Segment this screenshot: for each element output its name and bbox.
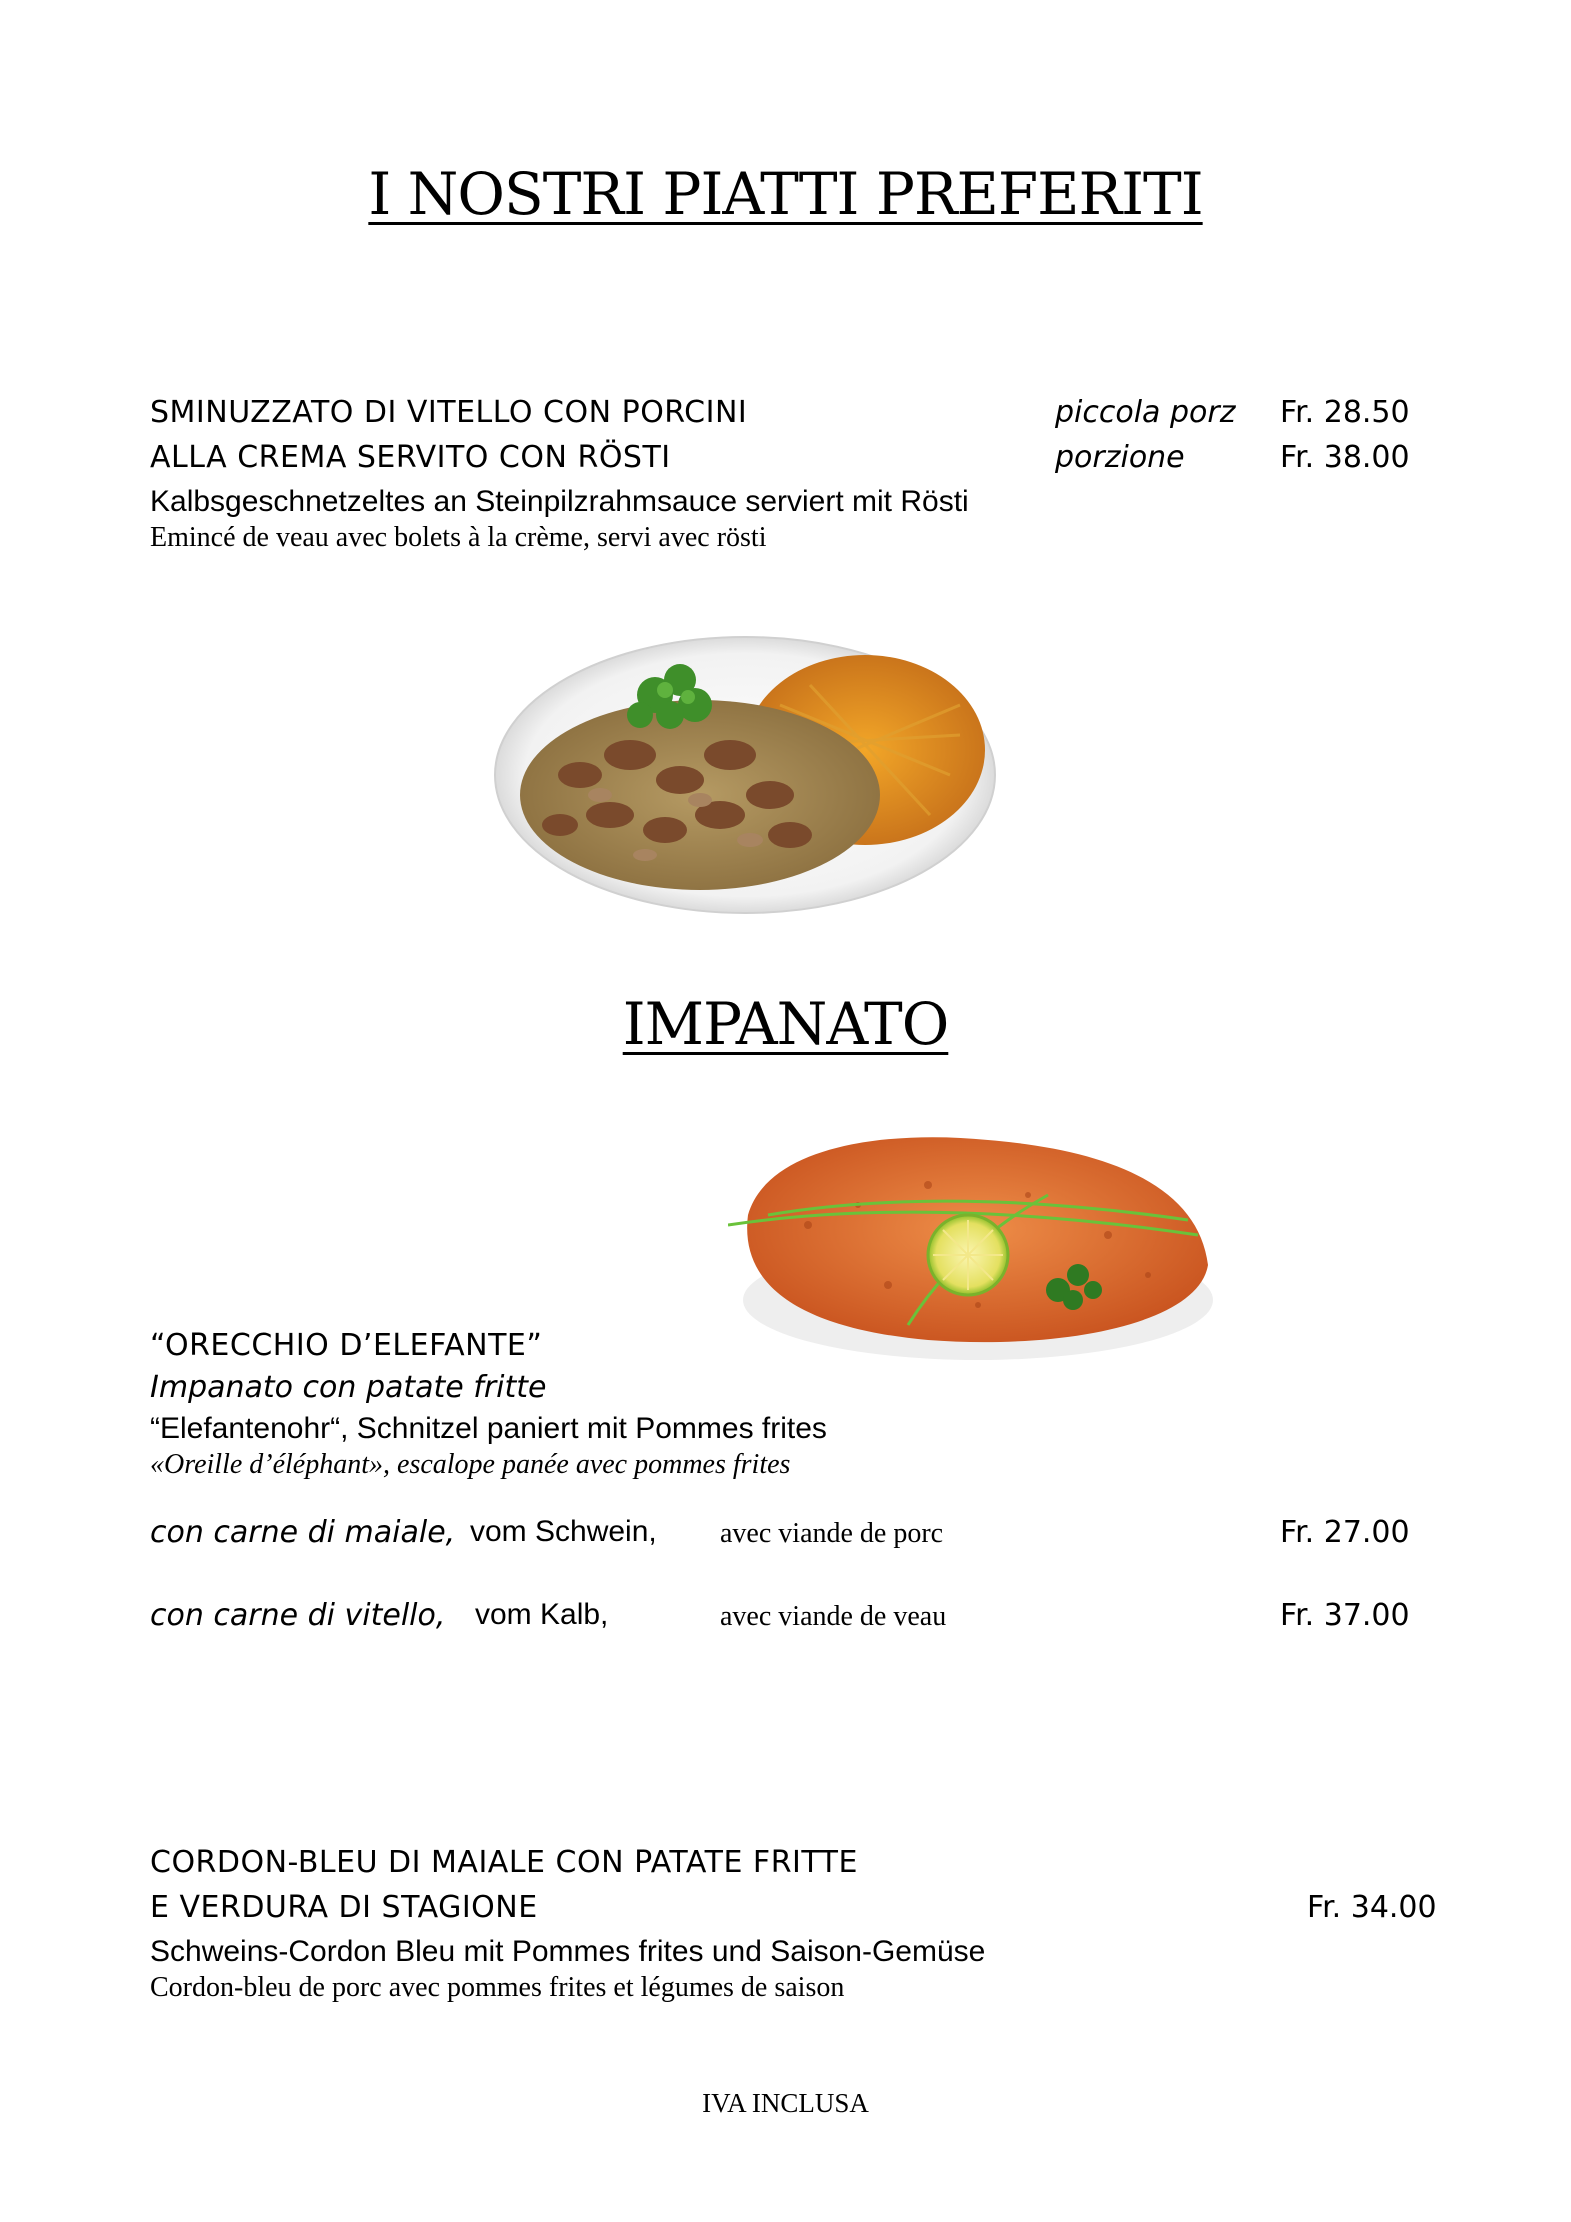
option-pork-fr: avec viande de porc [720,1518,944,1549]
dish1-name-line1: SMINUZZATO DI VITELLO CON PORCINI [150,395,748,430]
option-pork-price: Fr. 27.00 [1280,1515,1410,1550]
vat-note: IVA INCLUSA [702,2088,869,2118]
dish3-desc-de: Schweins-Cordon Bleu mit Pommes frites und Saison-Gemüse [150,1935,986,1968]
option-pork-it: con carne di maiale, [150,1515,456,1550]
option-pork-de: vom Schwein, [470,1515,657,1548]
option-veal-price: Fr. 37.00 [1280,1598,1410,1633]
dish3-desc-fr: Cordon-bleu de porc avec pommes frites et légumes de saison [150,1972,845,2003]
dish3-name-line1: CORDON-BLEU DI MAIALE CON PATATE FRITTE [150,1845,858,1880]
dish1-size-small: piccola porz [1055,395,1236,430]
dish2-desc-de: “Elefantenohr“, Schnitzel paniert mit Pommes frites [150,1412,827,1445]
section-title-impanato: IMPANATO [622,990,949,1058]
dish2-name-line1: “ORECCHIO D’ELEFANTE” [150,1328,543,1363]
dish1-size-full: porzione [1055,440,1185,475]
dish3-price: Fr. 34.00 [1307,1890,1437,1925]
veal-porcini-photo [490,625,1000,915]
dish2-desc-fr: «Oreille d’éléphant», escalope panée avec pommes frites [150,1449,791,1480]
dish3-name-line2: E VERDURA DI STAGIONE [150,1890,538,1925]
page-title: I NOSTRI PIATTI PREFERITI [368,160,1203,228]
dish1-name-line2: ALLA CREMA SERVITO CON RÖSTI [150,440,671,475]
dish1-price-full: Fr. 38.00 [1280,440,1410,475]
schnitzel-photo [728,1125,1218,1365]
dish2-name-line2: Impanato con patate fritte [150,1370,547,1405]
option-veal-fr: avec viande de veau [720,1601,947,1632]
option-veal-it: con carne di vitello, [150,1598,446,1633]
option-veal-de: vom Kalb, [475,1598,609,1631]
dish1-price-small: Fr. 28.50 [1280,395,1410,430]
dish1-desc-fr: Emincé de veau avec bolets à la crème, servi avec rösti [150,522,767,553]
dish1-desc-de: Kalbsgeschnetzeltes an Steinpilzrahmsauce serviert mit Rösti [150,485,969,518]
